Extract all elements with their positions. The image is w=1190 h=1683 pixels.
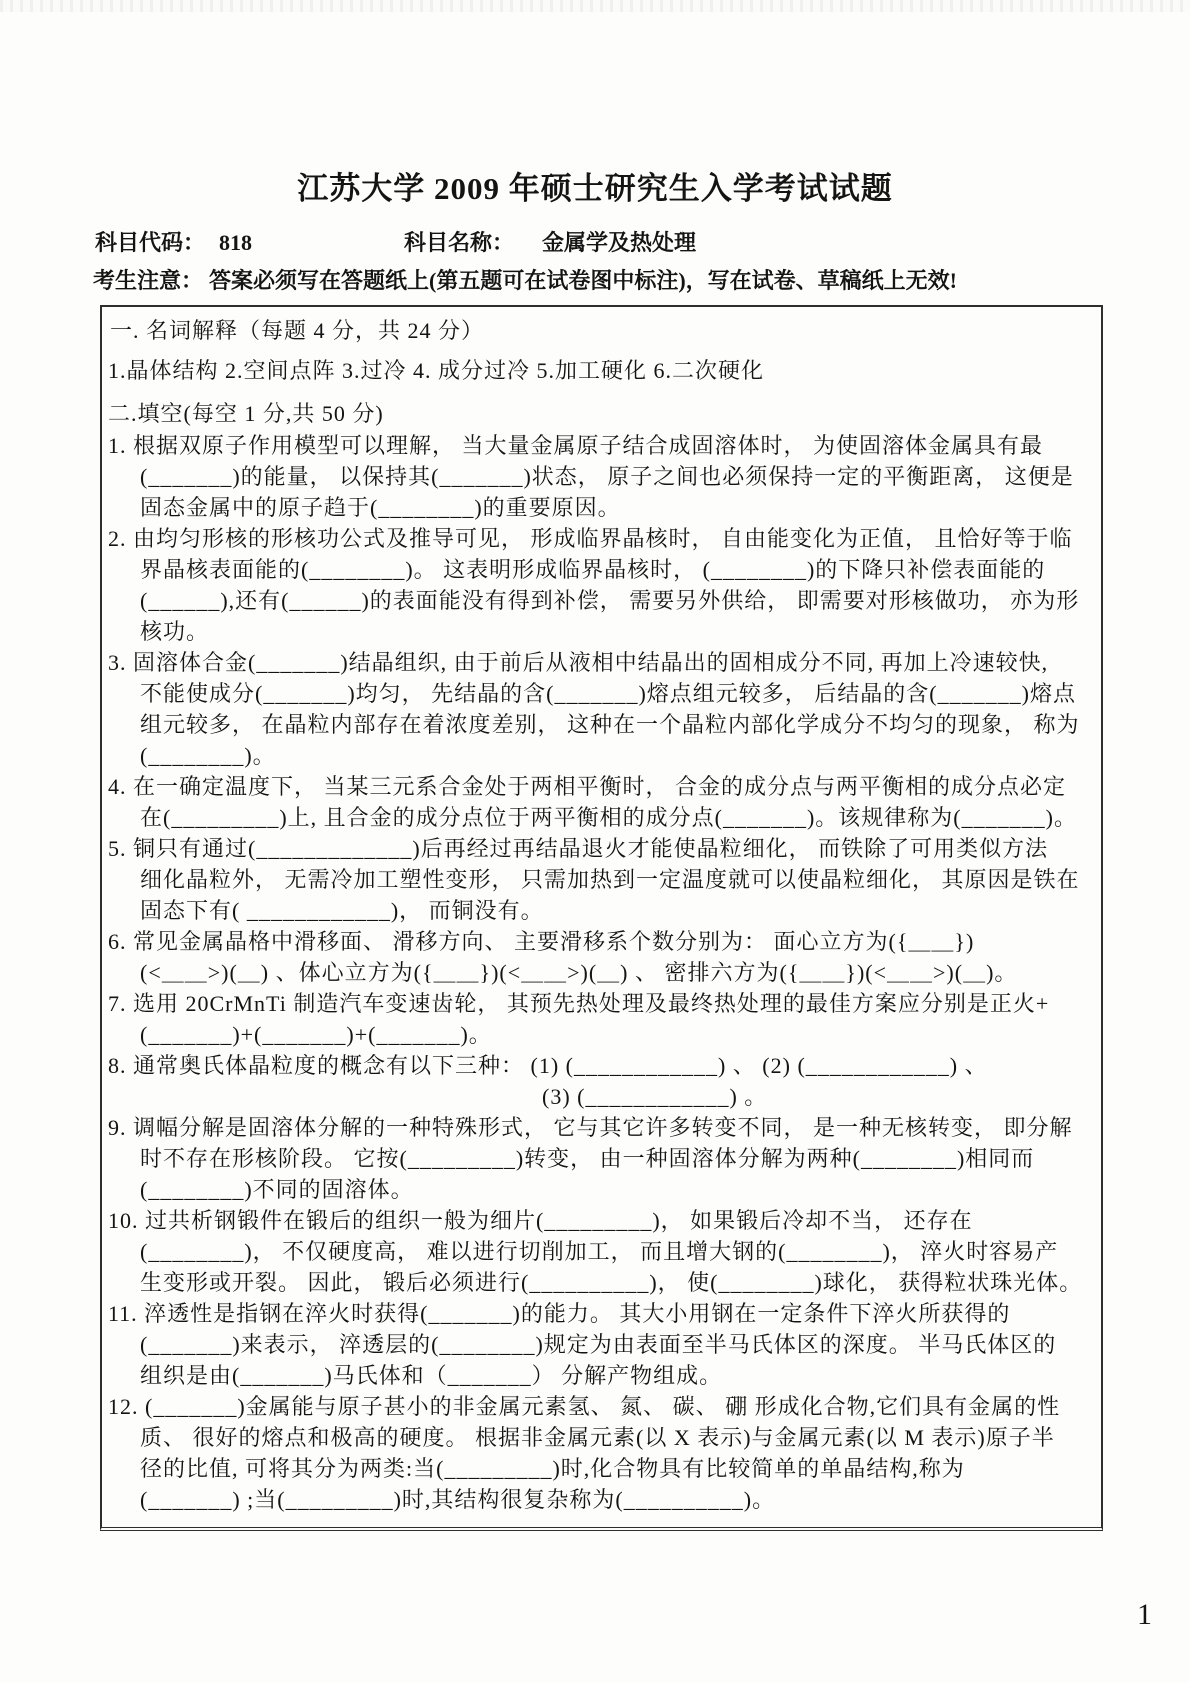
exam-text-line: 在(_________)上, 且合金的成分点位于两平衡相的成分点(_______)。该规律称为(_______)。 xyxy=(140,805,1077,830)
exam-text-line: (<＿＿>)(＿) 、体心立方为({＿＿})(<＿＿>)(＿) 、 密排六方为({＿＿})(<＿＿>)(＿)。 xyxy=(140,960,1018,985)
exam-text-line: (________)， 不仅硬度高， 难以进行切削加工， 而且增大钢的(________)， 淬火时容易产 xyxy=(140,1239,1059,1264)
notice-label: 考生注意： xyxy=(93,268,204,293)
scan-artifact-strip xyxy=(0,0,1190,12)
exam-text-line: 径的比值, 可将其分为两类:当(_________)时,化合物具有比较简单的单晶结构,称为 xyxy=(140,1456,965,1481)
exam-text-line: (________)。 xyxy=(140,743,276,768)
exam-text-line: 3. 固溶体合金(_______)结晶组织, 由于前后从液相中结晶出的固相成分不同, 再加上冷速较快, xyxy=(108,650,1049,675)
exam-text-line: 质、 很好的熔点和极高的硬度。 根据非金属元素(以 X 表示)与金属元素(以 M 表示)原子半 xyxy=(140,1425,1055,1450)
subject-name-value: 金属学及热处理 xyxy=(542,230,697,255)
exam-text-line: 组织是由(_______)马氏体和（_______） 分解产物组成。 xyxy=(140,1363,723,1388)
exam-text-line: 12. (_______)金属能与原子甚小的非金属元素氢、 氮、 碳、 硼 形成化合物,它们具有金属的性 xyxy=(108,1394,1061,1419)
exam-text-line: 界晶核表面能的(________)。 这表明形成临界晶核时， (________)的下降只补偿表面能的 xyxy=(140,557,1046,582)
section-heading: 一. 名词解释（每题 4 分，共 24 分） xyxy=(110,318,485,343)
exam-text-line: 5. 铜只有通过(_____________)后再经过再结晶退火才能使晶粒细化， 而铁除了可用类似方法 xyxy=(108,836,1049,861)
page-number: 1 xyxy=(1137,1598,1152,1631)
section-heading: 二.填空(每空 1 分,共 50 分) xyxy=(108,401,384,426)
exam-text-line: 时不存在形核阶段。 它按(_________)转变， 由一种固溶体分解为两种(________)相同而 xyxy=(140,1146,1035,1171)
exam-text-line: (_______)来表示， 淬透层的(________)规定为由表面至半马氏体区的深度。 半马氏体区的 xyxy=(140,1332,1057,1357)
exam-box xyxy=(100,305,1103,1531)
exam-text-line: (3) (____________) 。 xyxy=(542,1084,768,1109)
notice-text: 答案必须写在答题纸上(第五题可在试卷图中标注)，写在试卷、草稿纸上无效! xyxy=(209,268,957,293)
exam-text-line: 细化晶粒外， 无需冷加工塑性变形， 只需加热到一定温度就可以使晶粒细化， 其原因是铁在 xyxy=(140,867,1080,892)
exam-text-line: (_______)的能量， 以保持其(_______)状态， 原子之间也必须保持一定的平衡距离， 这便是 xyxy=(140,464,1074,489)
exam-text-line: 4. 在一确定温度下， 当某三元系合金处于两相平衡时， 合金的成分点与两平衡相的成分点必定 xyxy=(108,774,1067,799)
exam-text-line: 2. 由均匀形核的形核功公式及推导可见， 形成临界晶核时， 自由能变化为正值， 且恰好等于临 xyxy=(108,526,1073,551)
subject-code-label: 科目代码： xyxy=(95,230,206,255)
exam-text-line: 生变形或开裂。 因此， 锻后必须进行(__________)， 使(________)球化， 获得粒状珠光体。 xyxy=(140,1270,1083,1295)
exam-text-line: 1.晶体结构 2.空间点阵 3.过冷 4. 成分过冷 5.加工硬化 6.二次硬化 xyxy=(108,358,765,383)
exam-text-line: 1. 根据双原子作用模型可以理解， 当大量金属原子结合成固溶体时， 为使固溶体金属具有最 xyxy=(108,433,1044,458)
exam-text-line: (______),还有(______)的表面能没有得到补偿， 需要另外供给， 即需要对形核做功， 亦为形 xyxy=(140,588,1080,613)
exam-text-line: 固态下有( ____________)， 而铜没有。 xyxy=(140,898,544,923)
page-title: 江苏大学 2009 年硕士研究生入学考试试题 xyxy=(297,171,893,206)
exam-text-line: 10. 过共析钢锻件在锻后的组织一般为细片(_________)， 如果锻后冷却不当， 还存在 xyxy=(108,1208,973,1233)
exam-text-line: 6. 常见金属晶格中滑移面、 滑移方向、 主要滑移系个数分别为： 面心立方为({＿＿}) xyxy=(108,929,975,954)
exam-text-line: 不能使成分(_______)均匀， 先结晶的含(_______)熔点组元较多， 后结晶的含(_______)熔点 xyxy=(140,681,1076,706)
exam-text-line: 核功。 xyxy=(140,619,210,644)
subject-code-value: 818 xyxy=(219,230,253,255)
exam-text-line: 8. 通常奥氏体晶粒度的概念有以下三种： (1) (____________) 、 (2) (____________) 、 xyxy=(108,1053,988,1078)
exam-text-line: 固态金属中的原子趋于(________)的重要原因。 xyxy=(140,495,621,520)
exam-text-line: 9. 调幅分解是固溶体分解的一种特殊形式， 它与其它许多转变不同， 是一种无核转变， 即分解 xyxy=(108,1115,1073,1140)
exam-text-line: 组元较多， 在晶粒内部存在着浓度差别， 这种在一个晶粒内部化学成分不均匀的现象， 称为 xyxy=(140,712,1080,737)
exam-text-line: (________)不同的固溶体。 xyxy=(140,1177,414,1202)
exam-text-line: 7. 选用 20CrMnTi 制造汽车变速齿轮， 其预先热处理及最终热处理的最佳方案应分别是正火+ xyxy=(108,991,1050,1016)
exam-text-line: (_______)+(_______)+(_______)。 xyxy=(140,1022,492,1047)
exam-text-line: 11. 淬透性是指钢在淬火时获得(_______)的能力。 其大小用钢在一定条件下淬火所获得的 xyxy=(108,1301,1011,1326)
notice-row xyxy=(93,264,957,295)
subject-name-label: 科目名称： xyxy=(404,230,515,255)
exam-text-line: (_______) ;当(_________)时,其结构很复杂称为(__________)。 xyxy=(140,1487,776,1512)
subject-row xyxy=(95,226,696,257)
